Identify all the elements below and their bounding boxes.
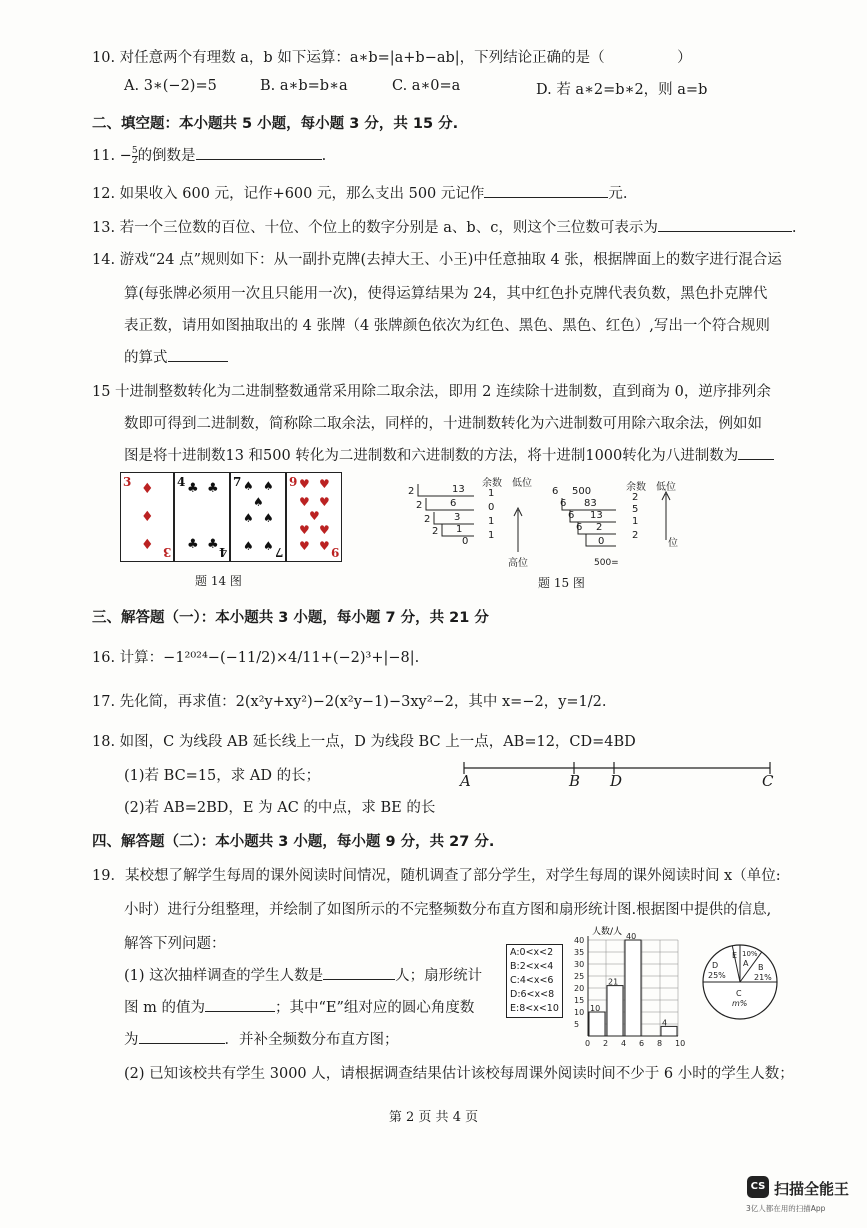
bin-rem-1: 1 [488,488,495,499]
x-tick-label: 10 [675,1039,686,1048]
pie-pct-b: 21% [754,973,772,982]
q19-line-3: 解答下列问题： [124,936,226,952]
q12 [92,182,628,203]
scanner-name: 扫描全能王 [774,1180,850,1198]
bin-divisor-1: 2 [408,486,415,497]
q11-fraction-num: 5 [131,145,138,156]
card-1-rank: 3 [123,475,132,489]
point-a-label: A [460,772,471,790]
bin-row-3: 3 [454,512,461,523]
q13-answer-blank[interactable] [658,217,792,233]
card-4 [286,472,342,562]
q14-line-3: 表正数，请用如图抽取出的 4 张牌（4 张牌颜色依次为红色、黑色、黑色、红色）,写出一个符合规则 [124,318,770,334]
bar-label-b: 21 [608,977,619,987]
x-tick-label: 2 [603,1039,609,1048]
pie-pct-c: m% [732,999,748,1008]
q19-text-5: 为 [124,1032,139,1048]
bar-label-e: 4 [662,1018,668,1028]
q13-text: 13. 若一个三位数的百位、十位、个位上的数字分别是 a、b、c，则这个三位数可表示为 [92,220,658,236]
y-tick-label: 30 [574,960,585,969]
club-icon: ♣ [187,481,199,496]
q19-text-6: ．并补全频数分布直方图； [224,1032,399,1048]
figure-14-caption: 题 14 图 [195,574,242,588]
card-3-rank-bottom: 7 [274,545,283,559]
heart-icon: ♥ [299,477,310,491]
bar-label-c: 40 [626,932,637,941]
hex-row-4: 2 [596,522,603,533]
bin-low-label: 低位 [512,478,532,489]
heart-icon: ♥ [299,495,310,509]
q11-prefix: 11. − [92,148,132,164]
q11-end: . [321,148,327,164]
q19-line-1: 19．某校想了解学生每周的课外阅读时间情况，随机调查了部分学生，对学生每周的课外阅读时间 x（单位: [92,868,781,884]
q14-text: 的算式 [124,350,168,366]
q11-fraction-den: 2 [131,155,138,166]
card-2 [174,472,230,562]
q18-part-1: (1)若 BC=15，求 AD 的长； [124,768,321,784]
bin-rem-2: 0 [488,502,495,513]
figure-15-caption: 题 15 图 [538,576,585,590]
y-tick-label: 25 [574,972,585,981]
q11 [92,144,326,166]
spade-icon: ♠ [263,479,274,493]
spade-icon: ♠ [263,539,274,553]
bin-high-label: 高位 [508,558,528,569]
q15-line-2: 数即可得到二进制数，简称除二取余法，同样的，十进制数转化为六进制数可用除六取余法，例如如 [124,416,762,432]
hex-row-3: 13 [590,510,603,521]
card-4-rank-bottom: 9 [330,545,339,559]
q15-text: 图是将十进制数13 和500 转化为二进制数和六进制数的方法，将十进制1000转化为八进制数为 [124,448,739,464]
spade-icon: ♠ [243,479,254,493]
q15-line-3 [124,444,774,465]
bin-rem-4: 1 [488,530,495,541]
section-3-heading: 三、解答题（一）：本小题共 3 小题，每小题 7 分，共 21 分 [92,610,489,626]
heart-icon: ♥ [319,495,330,509]
card-3-rank: 7 [233,475,242,489]
bar-a [589,1012,605,1036]
y-tick-label: 40 [574,936,585,945]
q19-blank-angle[interactable] [139,1029,225,1045]
q19-part-1c [124,1028,399,1049]
x-tick-label: 8 [657,1039,663,1048]
hex-divisor-2: 6 [560,498,567,509]
bin-row-4: 1 [456,524,463,535]
legend-item-e: E:8<x<10 [510,1003,559,1014]
figure-15-diagram [404,474,704,574]
bin-row-5: 0 [462,536,469,547]
bin-divisor-2: 2 [416,500,423,511]
heart-icon: ♥ [319,539,330,553]
y-tick-label: 15 [574,996,585,1005]
section-4-heading: 四、解答题（二）：本小题共 3 小题，每小题 9 分，共 27 分. [92,834,495,850]
x-tick-label: 4 [621,1039,627,1048]
pie-pct-a: 10% [742,950,758,958]
q14-line-1: 14. 游戏“24 点”规则如下：从一副扑克牌(去掉大王、小王)中任意抽取 4 张，根据牌面上的数字进行混合运 [92,252,782,268]
legend-item-c: C:4<x<6 [510,975,554,986]
heart-icon: ♥ [319,523,330,537]
hex-row-5: 0 [598,536,605,547]
q19-part-1b [124,996,474,1017]
q11-text: 的倒数是 [137,148,196,164]
q15-answer-blank[interactable] [738,445,774,461]
hex-row-1: 500 [572,486,592,497]
bar-e [661,1026,677,1036]
pie-label-a: A [743,959,749,968]
y-tick-label: 20 [574,984,585,993]
q10-option-a: A. 3∗(−2)=5 [124,78,217,94]
spade-icon: ♠ [253,495,264,509]
y-tick-label: 5 [574,1020,580,1029]
frequency-histogram [566,926,686,1050]
diamond-icon: ♦ [141,481,154,497]
q19-text-1: (1) 这次抽样调查的学生人数是 [124,968,324,984]
q19-line-2: 小时）进行分组整理，并绘制了如图所示的不完整频数分布直方图和扇形统计图.根据图中提供的信息, [124,902,772,918]
q15-line-1: 15 十进制整数转化为二进制整数通常采用除二取余法，即用 2 连续除十进制数，直到商为 0，逆序排列余 [92,384,771,400]
point-b-label: B [569,772,581,790]
page-footer: 第 2 页 共 4 页 [388,1110,479,1125]
card-2-rank: 4 [177,475,186,489]
club-icon: ♣ [207,537,219,552]
point-c-label: C [762,772,774,790]
bin-row-1: 13 [452,484,465,495]
bar-c [625,940,641,1036]
q11-answer-blank[interactable] [196,145,322,161]
bar-label-a: 10 [590,1004,601,1013]
pie-label-e: E [732,951,738,960]
hex-divisor-3: 6 [568,510,575,521]
q19-text-4: ；其中“E”组对应的圆心角度数 [274,1000,475,1016]
hex-remainder-label: 余数 [626,482,646,493]
q12-end: 元. [608,186,628,202]
q14-line-2: 算(每张牌必须用一次且只能用一次)，使得运算结果为 24，其中红色扑克牌代表负数，黑色扑克牌代 [124,286,768,302]
club-icon: ♣ [207,481,219,496]
scanner-logo: CS [747,1176,769,1198]
q13 [92,216,796,237]
pie-chart [700,942,780,1022]
diamond-icon: ♦ [141,537,154,553]
pie-pct-d: 25% [708,971,726,980]
card-1 [120,472,174,562]
heart-icon: ♥ [299,539,310,553]
hex-rem-4: 2 [632,530,639,541]
spade-icon: ♠ [263,511,274,525]
spade-icon: ♠ [243,539,254,553]
bin-divisor-4: 2 [432,526,439,537]
q13-end: . [791,220,797,236]
y-axis-label: 人数/人 [592,927,623,937]
diamond-icon: ♦ [141,509,154,525]
hex-divisor-4: 6 [576,522,583,533]
club-icon: ♣ [187,537,199,552]
q18-part-2: (2)若 AB=2BD，E 为 AC 的中点，求 BE 的长 [124,800,436,816]
q19-part-2: (2) 已知该校共有学生 3000 人，请根据调查结果估计该校每周课外阅读时间不少于 6 小时的学生人数； [124,1066,794,1082]
pie-label-c: C [736,989,742,998]
card-4-rank: 9 [289,475,298,489]
pie-label-b: B [758,963,764,972]
hex-pos-label: 位 [668,538,678,549]
q10-option-c: C. a∗0=a [392,78,461,94]
x-tick-label: 6 [639,1039,645,1048]
q16: 16. 计算：−1²⁰²⁴−(−11/2)×4/11+(−2)³+|−8|. [92,650,420,666]
legend-item-a: A:0<x<2 [510,947,554,958]
bin-rem-3: 1 [488,516,495,527]
hex-rem-1: 2 [632,492,639,503]
card-3 [230,472,286,562]
figure-14-cards [120,472,340,564]
q14-line-4 [124,346,228,367]
bin-remainder-label: 余数 [482,478,502,489]
card-1-rank-bottom: 3 [162,545,171,559]
heart-icon: ♥ [299,523,310,537]
card-2-rank-bottom: 4 [218,545,227,559]
scanner-tagline: 3亿人都在用的扫描App [746,1204,826,1213]
q17: 17. 先化简，再求值：2(x²y+xy²)−2(x²y−1)−3xy²−2，其中 x=−2，y=1/2. [92,694,607,710]
bar-b [607,986,623,1036]
hex-divisor-1: 6 [552,486,559,497]
hex-rem-3: 1 [632,516,639,527]
q19-blank-count[interactable] [323,965,395,981]
hex-row-2: 83 [584,498,597,509]
q10-option-b: B. a∗b=b∗a [260,78,348,94]
hex-low-label: 低位 [656,482,676,493]
point-d-label: D [610,772,623,790]
legend-item-d: D:6<x<8 [510,989,555,1000]
q19-blank-m[interactable] [205,997,275,1013]
q14-answer-blank[interactable] [168,347,228,363]
heart-icon: ♥ [319,477,330,491]
bin-divisor-3: 2 [424,514,431,525]
q19-text-3: 图 m 的值为 [124,1000,205,1016]
hex-result: 500= [594,558,619,568]
pie-label-d: D [712,961,719,970]
q10-stem: 10. 对任意两个有理数 a，b 如下运算：a∗b=|a+b−ab|，下列结论正确的是（ ） [92,50,692,66]
q19-part-1a [124,964,482,985]
q12-text: 12. 如果收入 600 元，记作+600 元，那么支出 500 元记作 [92,186,485,202]
x-tick-label: 0 [585,1039,591,1048]
spade-icon: ♠ [243,511,254,525]
legend-item-b: B:2<x<4 [510,961,554,972]
y-tick-label: 35 [574,948,585,957]
q18-line-1: 18. 如图，C 为线段 AB 延长线上一点，D 为线段 BC 上一点，AB=12，CD=4BD [92,734,636,750]
section-2-heading: 二、填空题：本小题共 5 小题，每小题 3 分，共 15 分. [92,116,459,132]
q19-text-2: 人；扇形统计 [395,968,483,984]
hex-rem-2: 5 [632,504,639,515]
q10-option-d: D. 若 a∗2=b∗2，则 a=b [536,82,708,98]
y-tick-label: 10 [574,1008,585,1017]
heart-icon: ♥ [309,509,320,523]
q12-answer-blank[interactable] [484,183,608,199]
bin-row-2: 6 [450,498,457,509]
chart-legend [506,944,563,1018]
